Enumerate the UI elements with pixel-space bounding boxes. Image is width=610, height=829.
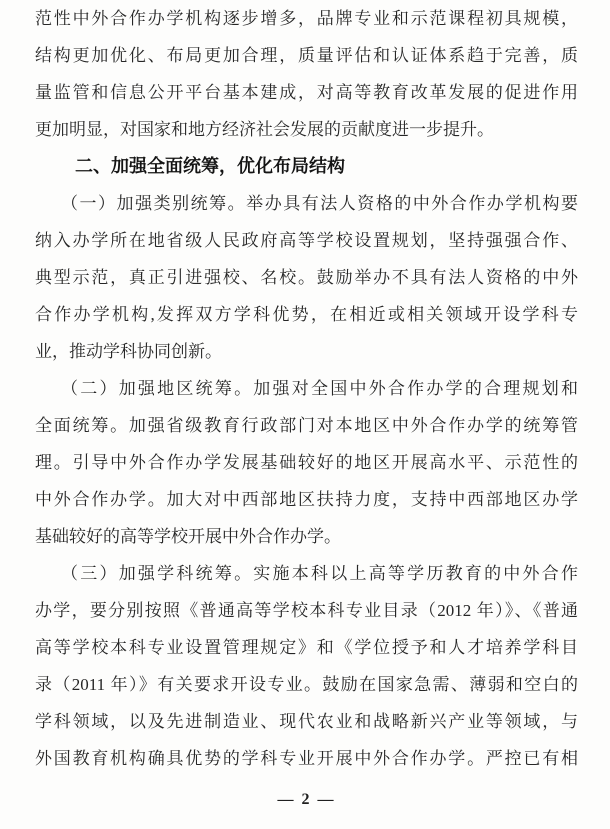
text-line: 理。引导中外合作办学发展基础较好的地区开展高水平、示范性的 bbox=[35, 453, 578, 472]
text-line: 典型示范，真正引进强校、名校。鼓励举办不具有法人资格的中外 bbox=[35, 268, 578, 287]
text-line: 学科领域，以及先进制造业、现代农业和战略新兴产业等领域，与 bbox=[35, 712, 578, 731]
text-line: 纳入办学所在地省级人民政府高等学校设置规划，坚持强强合作、 bbox=[35, 231, 578, 250]
text-line: 量监管和信息公开平台基本建成，对高等教育改革发展的促进作用 bbox=[35, 83, 578, 102]
text-line: 办学，要分别按照《普通高等学校本科专业目录（2012 年）》、《普通 bbox=[35, 601, 578, 620]
text-line: （一）加强类别统筹。举办具有法人资格的中外合作办学机构要 bbox=[61, 194, 578, 213]
text-line: 外国教育机构确具优势的学科专业开展中外合作办学。严控已有相 bbox=[35, 749, 578, 768]
text-line: 中外合作办学。加大对中西部地区扶持力度，支持中西部地区办学 bbox=[35, 490, 578, 509]
text-line: 结构更加优化、布局更加合理，质量评估和认证体系趋于完善，质 bbox=[35, 46, 578, 65]
text-line: 更加明显，对国家和地方经济社会发展的贡献度进一步提升。 bbox=[35, 120, 494, 139]
section-heading: 二、加强全面统筹，优化布局结构 bbox=[75, 156, 345, 176]
text-line: 范性中外合作办学机构逐步增多，品牌专业和示范课程初具规模， bbox=[35, 9, 578, 28]
page-number: — 2 — bbox=[277, 791, 336, 808]
text-line: 高等学校本科专业设置管理规定》和《学位授予和人才培养学科目 bbox=[35, 638, 578, 657]
text-line: 全面统筹。加强省级教育行政部门对本地区中外合作办学的统筹管 bbox=[35, 416, 578, 435]
text-line: 业，推动学科协同创新。 bbox=[35, 342, 222, 361]
text-line: （二）加强地区统筹。加强对全国中外合作办学的合理规划和 bbox=[61, 379, 578, 398]
text-line: 基础较好的高等学校开展中外合作办学。 bbox=[35, 527, 341, 546]
document-text bbox=[35, 0, 578, 777]
text-line: （三）加强学科统筹。实施本科以上高等学历教育的中外合作 bbox=[61, 564, 578, 583]
text-line: 录（2011 年）》有关要求开设专业。鼓励在国家急需、薄弱和空白的 bbox=[35, 675, 578, 694]
text-line: 合作办学机构,发挥双方学科优势，在相近或相关领域开设学科专 bbox=[35, 305, 578, 324]
document-body bbox=[35, 0, 578, 811]
